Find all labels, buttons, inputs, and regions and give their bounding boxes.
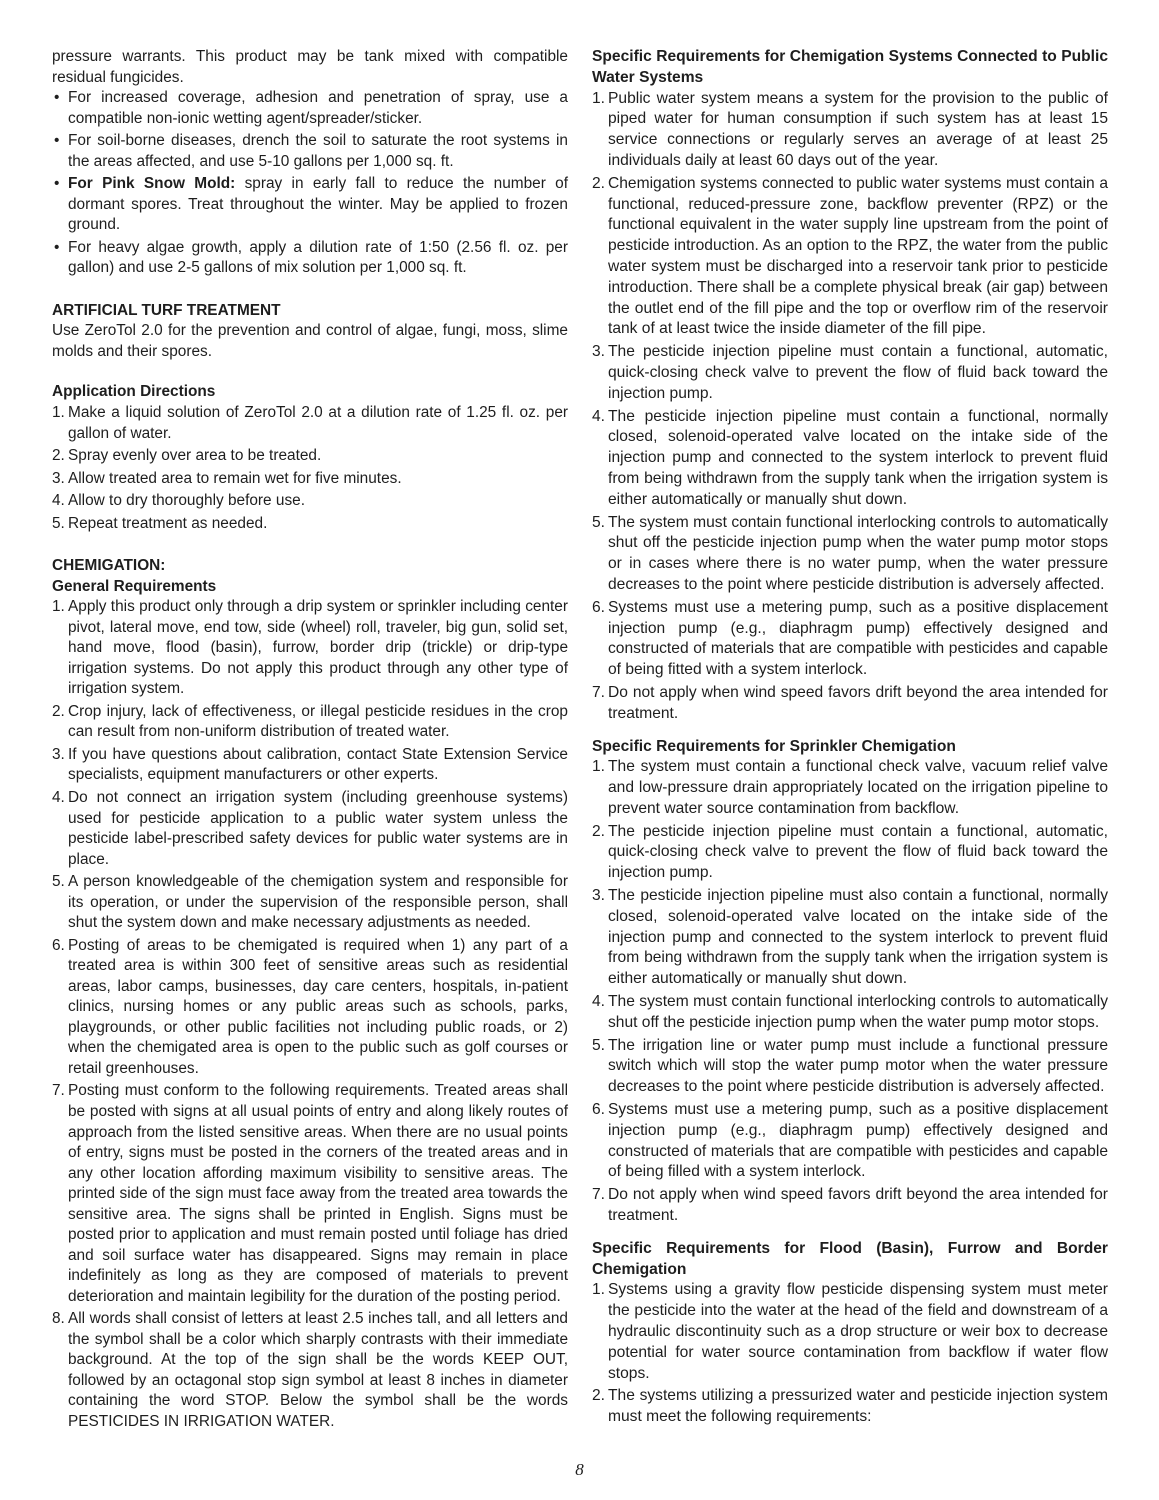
chemigation-heading: CHEMIGATION: <box>52 557 166 575</box>
list-item: 3. The pesticide injection pipeline must contain a functional, automatic, quick-closing check valve to prevent the flow of fluid back toward the injection pump. <box>592 343 1108 402</box>
list-item: 1. Apply this product only through a drip system or sprinkler including center pivot, lateral move, end tow, side (wheel) roll, traveler, big gun, solid set, hand move, flood (basin), furrow, border drip (trickle) or drip-type irrigation systems. Do not apply this product through any other type of irrigation system. <box>52 598 568 698</box>
artificial-turf-text: Use ZeroTol 2.0 for the prevention and control of algae, fungi, moss, slime molds and their spores. <box>52 322 568 360</box>
bullet-lead: For Pink Snow Mold: <box>68 175 236 193</box>
sprinkler-heading: Specific Requirements for Sprinkler Chemigation <box>592 737 956 755</box>
intro-paragraph: pressure warrants. This product may be tank mixed with compatible residual fungicides. <box>52 48 568 86</box>
list-item: 5. The system must contain functional interlocking controls to automatically shut off the pesticide injection pump when the water pump motor stops or in cases where there is no water pump, when the water pressure decreases to the point where pesticide distribution is adversely affected. <box>592 513 1108 593</box>
list-item: 7. Posting must conform to the following requirements. Treated areas shall be posted with signs at all usual points of entry and along likely routes of approach from the listed sensitive areas. When there are no usual points of entry, signs must be posted in the corners of the treated areas and in any other location affording maximum visibility to sensitive areas. The printed side of the sign must face away from the treated area towards the sensitive area. The signs shall be printed in English. Signs must be posted prior to application and must remain posted until foliage has dried and soil surface water has disappeared. Signs may remain in place indefinitely as long as they are composed of materials to prevent deterioration and maintain legibility for the duration of the posting period. <box>52 1082 568 1305</box>
list-item: 2. Chemigation systems connected to public water systems must contain a functional, reduced-pressure zone, backflow preventer (RPZ) or the functional equivalent in the water supply line upstream from the point of pesticide introduction. As an option to the RPZ, the water from the public water system must be discharged into a reservoir tank prior to pesticide introduction. There shall be a complete physical break (air gap) between the outlet end of the fill pipe and the top or overflow rim of the reservoir tank of at least twice the inside diameter of the fill pipe. <box>592 174 1108 338</box>
application-list <box>52 403 568 534</box>
list-item: 7. Do not apply when wind speed favors drift beyond the area intended for treatment. <box>592 683 1108 722</box>
general-requirements-heading: General Requirements <box>52 577 217 595</box>
general-requirements-list <box>52 597 568 1432</box>
list-item: 6. Posting of areas to be chemigated is required when 1) any part of a treated area is within 300 feet of sensitive areas such as residential areas, labor camps, businesses, day care centers, hospitals, in-patient clinics, nursing homes or any public areas such as schools, parks, playgrounds, or other public facilities not including public roads, or 2) when the chemigated area is open to the public such as golf courses or retail greenhouses. <box>52 936 568 1077</box>
list-item: 4. Do not connect an irrigation system (including greenhouse systems) used for pesticide application to a public water system unless the pesticide label-prescribed safety devices for public water systems are in place. <box>52 789 568 868</box>
list-item: 1. Systems using a gravity flow pesticide dispensing system must meter the pesticide into the water at the head of the field and downstream of a hydraulic discontinuity such as a drop structure or weir box to decrease potential for water source contamination from backflow if water flow stops. <box>592 1281 1108 1382</box>
left-column <box>52 47 568 1434</box>
public-water-list <box>592 89 1108 725</box>
list-item: 3. Allow treated area to remain wet for five minutes. <box>52 469 402 487</box>
list-item: 4. Allow to dry thoroughly before use. <box>52 492 305 510</box>
list-item: 5. The irrigation line or water pump must include a functional pressure switch which will stop the water pump motor when the water pressure decreases to the point where pesticide distribution is adversely affected. <box>592 1036 1108 1096</box>
list-item: 5. A person knowledgeable of the chemigation system and responsible for its operation, or under the supervision of the responsible person, shall shut the system down and make necessary adjustments as needed. <box>52 873 568 932</box>
page-number: 8 <box>575 1460 584 1479</box>
list-item: 5. Repeat treatment as needed. <box>52 514 268 532</box>
sprinkler-list <box>592 757 1108 1227</box>
bullet-item: • For increased coverage, adhesion and penetration of spray, use a compatible non-ionic wetting agent/spreader/sticker. <box>52 88 568 129</box>
flood-heading: Specific Requirements for Flood (Basin), Furrow and Border Chemigation <box>592 1239 1108 1278</box>
public-water-heading: Specific Requirements for Chemigation Systems Connected to Public Water Systems <box>592 48 1108 86</box>
list-item: 4. The pesticide injection pipeline must contain a functional, normally closed, solenoid-operated valve located on the intake side of the injection pump and connected to the system interlock to prevent fluid from being withdrawn from the supply tank when the irrigation system is either automatically or manually shut down. <box>592 407 1108 508</box>
bullet-list <box>52 88 568 279</box>
list-item: 6. Systems must use a metering pump, such as a positive displacement injection pump (e.g., diaphragm pump) effectively designed and constructed of materials that are compatible with pesticides and capable of being filled with a system interlock. <box>592 1101 1108 1181</box>
list-item: 2. The pesticide injection pipeline must contain a functional, automatic, quick-closing check valve to prevent the flow of fluid back toward the injection pump. <box>592 822 1108 882</box>
list-item: 6. Systems must use a metering pump, such as a positive displacement injection pump (e.g., diaphragm pump) effectively designed and constructed of materials that are compatible with pesticides and capable of being fitted with a system interlock. <box>592 598 1108 679</box>
list-item: 2. The systems utilizing a pressurized water and pesticide injection system must meet the following requirements: <box>592 1387 1108 1426</box>
bullet-item: • For soil-borne diseases, drench the soil to saturate the root systems in the areas affected, and use 5-10 gallons per 1,000 sq. ft. <box>52 131 568 172</box>
bullet-item: • For heavy algae growth, apply a dilution rate of 1:50 (2.56 fl. oz. per gallon) and use 2-5 gallons of mix solution per 1,000 sq. ft. <box>52 238 568 279</box>
bullet-item: • For Pink Snow Mold: spray in early fall to reduce the number of dormant spores. Treat throughout the winter. May be applied to frozen ground. <box>52 174 568 236</box>
list-item: 2. Crop injury, lack of effectiveness, or illegal pesticide residues in the crop can result from non-uniform distribution of treated water. <box>52 702 568 741</box>
list-item: 2. Spray evenly over area to be treated. <box>52 447 322 465</box>
list-item: 3. If you have questions about calibration, contact State Extension Service specialists, equipment manufacturers or other experts. <box>52 745 568 784</box>
list-item: 3. The pesticide injection pipeline must also contain a functional, normally closed, solenoid-operated valve located on the intake side of the injection pump and connected to the system interlock to prevent fluid from being withdrawn from the supply tank when the irrigation system is either automatically or manually shut down. <box>592 887 1108 988</box>
flood-list <box>592 1280 1108 1428</box>
list-item: 7. Do not apply when wind speed favors drift beyond the area intended for treatment. <box>592 1186 1108 1225</box>
list-item: 1. Public water system means a system for the provision to the public of piped water for human consumption if such system has at least 15 service connections or regularly serves an average of at least 25 individuals daily at least 60 days out of the year. <box>592 89 1108 169</box>
artificial-turf-heading: ARTIFICIAL TURF TREATMENT <box>52 301 281 319</box>
list-item: 1. The system must contain a functional check valve, vacuum relief valve and low-pressure drain appropriately located on the irrigation pipeline to prevent water source contamination from backflow. <box>592 758 1108 817</box>
right-column <box>592 47 1108 1430</box>
list-item: 1. Make a liquid solution of ZeroTol 2.0 at a dilution rate of 1.25 fl. oz. per gallon of water. <box>52 403 568 442</box>
application-directions-heading: Application Directions <box>52 383 216 401</box>
list-item: 4. The system must contain functional interlocking controls to automatically shut off the pesticide injection pump when the water pump motor stops. <box>592 993 1108 1031</box>
list-item: 8. All words shall consist of letters at least 2.5 inches tall, and all letters and the symbol shall be a color which sharply contrasts with their immediate background. At the top of the sign shall be the words KEEP OUT, followed by an octagonal stop sign symbol at least 8 inches in diameter containing the word STOP. Below the symbol shall be the words PESTICIDES IN IRRIGATION WATER. <box>52 1310 568 1430</box>
